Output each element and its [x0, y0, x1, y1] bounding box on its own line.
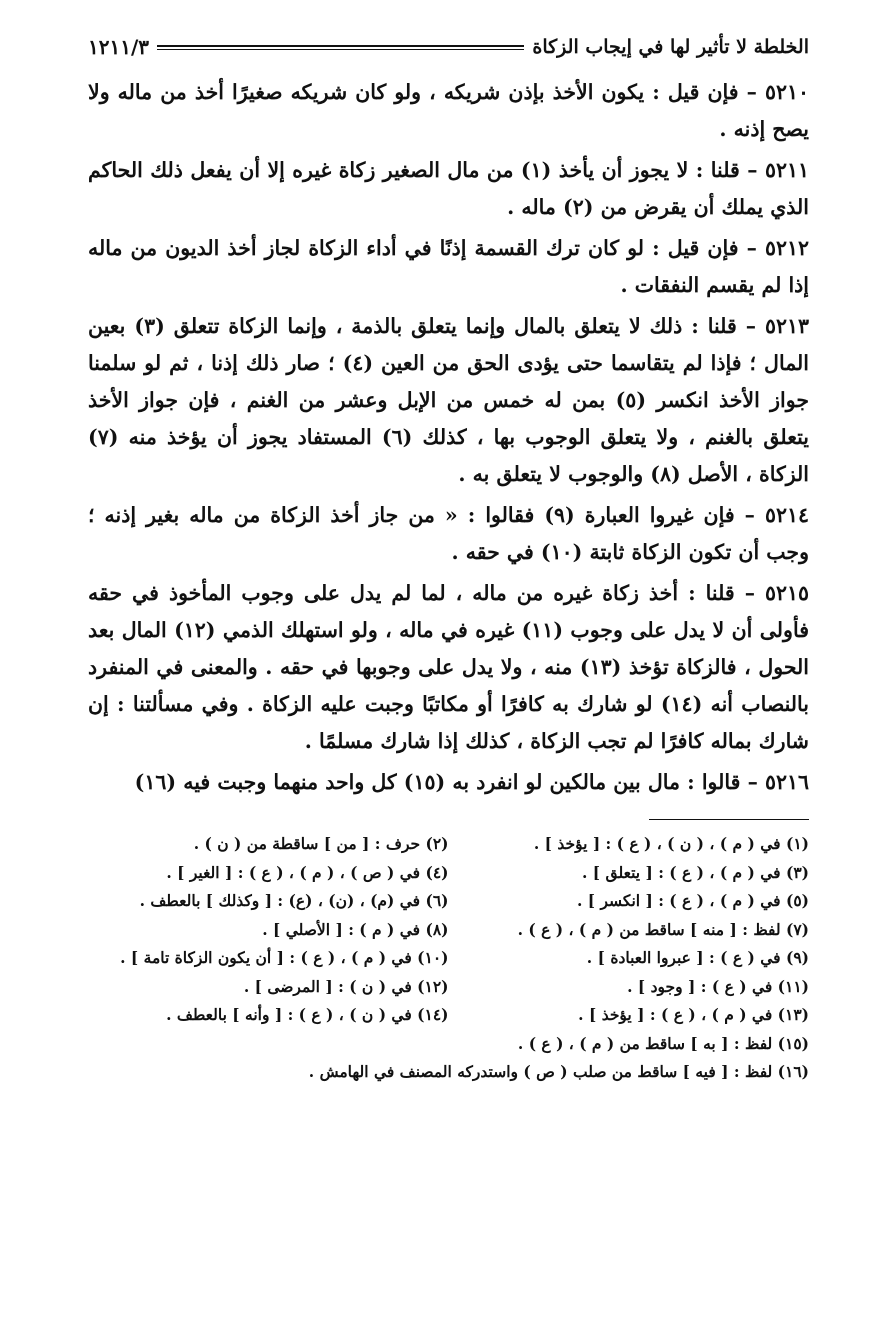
paragraph-5214: [88, 497, 809, 571]
footnote-row: [88, 887, 809, 916]
footnote-16: (١٦) لفظ : [ فيه ] ساقط من صلب ( ص ) واستدركه المصنف في الهامش .: [308, 1062, 809, 1081]
paragraph-5211: [88, 152, 809, 226]
footnote-6: (٦) في (م) ، (ن) ، (ع) : [ وكذلك ] بالعطف .: [139, 891, 449, 910]
paragraph-number: ٥٢١٢ –: [746, 236, 809, 260]
footnote-row: [88, 830, 809, 859]
footnote-14: (١٤) في ( ن ) ، ( ع ) : [ وأنه ] بالعطف .: [166, 1005, 449, 1024]
footnote-row: [88, 973, 809, 1002]
paragraph-5216: [88, 764, 809, 801]
footnote-row: [88, 1001, 809, 1030]
footnote-separator: [649, 819, 809, 820]
footnote-8: (٨) في ( م ) : [ الأصلي ] .: [262, 919, 449, 939]
paragraph-text: قلنا : لا يجوز أن يأخذ (١) من مال الصغير زكاة غيره إلا أن يفعل ذلك الحاكم الذي يملك أن يقرض من (٢) ماله .: [88, 158, 809, 219]
footnote-15: (١٥) لفظ : [ به ] ساقط من ( م ) ، ( ع ) .: [517, 1033, 809, 1053]
header-rule: [157, 45, 524, 50]
footnote-10: (١٠) في ( م ) ، ( ع ) : [ أن يكون الزكاة تامة ] .: [120, 948, 449, 967]
footnote-5: (٥) في ( م ) ، ( ع ) : [ انكسر ] .: [576, 891, 809, 910]
paragraph-number: ٥٢١٣ –: [745, 314, 809, 338]
paragraph-number: ٥٢١٦ –: [747, 770, 809, 794]
footnote-3: (٣) في ( م ) ، ( ع ) : [ يتعلق ] .: [582, 862, 809, 882]
header-title: الخلطة لا تأثير لها في إيجاب الزكاة: [532, 36, 809, 58]
footnote-1: (١) في ( م ) ، ( ن ) ، ( ع ) : [ يؤخذ ] .: [533, 834, 809, 853]
page-number: ١٢١١/٣: [88, 35, 150, 59]
paragraph-text: قلنا : ذلك لا يتعلق بالمال وإنما يتعلق بالذمة ، وإنما الزكاة تتعلق (٣) بعين المال ؛ فإذا لم يتقاسما حتى يؤدى الحق من العين (٤) ؛ صار ذلك إذنا ، ثم لو سلمنا جواز الأخذ انكسر (٥) بمن له خمس من الإبل وعشر من الغنم ، فإن جواز الأخذ يتعلق بالغنم ، ولا يتعلق الوجوب بها ، كذلك (٦) المستفاد يجوز أن يؤخذ منه (٧) الزكاة ، الأصل (٨) والوجوب لا يتعلق به .: [88, 314, 809, 486]
footnote-row: [88, 1030, 809, 1059]
footnote-row: [88, 916, 809, 945]
paragraph-5215: [88, 575, 809, 760]
paragraph-number: ٥٢١٤ –: [744, 503, 809, 527]
footnote-row: [88, 1058, 809, 1087]
main-text: [88, 74, 809, 801]
footnote-2: (٢) حرف : [ من ] ساقطة من ( ن ) .: [193, 834, 449, 853]
paragraph-number: ٥٢١٠ –: [746, 80, 810, 104]
footnote-7: (٧) لفظ : [ منه ] ساقط من ( م ) ، ( ع ) .: [517, 919, 809, 939]
paragraph-text: فإن غيروا العبارة (٩) فقالوا : « من جاز أخذ الزكاة من ماله بغير إذنه ؛ وجب أن تكون الزكاة ثابتة (١٠) في حقه .: [88, 503, 809, 564]
paragraph-number: ٥٢١٥ –: [744, 581, 809, 605]
footnote-13: (١٣) في ( م ) ، ( ع ) : [ يؤخذ ] .: [578, 1005, 809, 1024]
running-header: [88, 30, 809, 64]
footnote-9: (٩) في ( ع ) : [ عبروا العبادة ] .: [586, 948, 809, 967]
paragraph-5213: [88, 308, 809, 493]
footnote-4: (٤) في ( ص ) ، ( م ) ، ( ع ) : [ الغير ] .: [166, 862, 449, 882]
paragraph-5212: [88, 230, 809, 304]
footnote-12: (١٢) في ( ن ) : [ المرضى ] .: [243, 976, 449, 996]
footnote-11: (١١) في ( ع ) : [ وجود ] .: [627, 976, 809, 996]
footnote-row: [88, 859, 809, 888]
paragraph-text: قالوا : مال بين مالكين لو انفرد به (١٥) كل واحد منهما وجبت فيه (١٦): [134, 770, 741, 794]
footnote-row: [88, 944, 809, 973]
paragraph-text: قلنا : أخذ زكاة غيره من ماله ، لما لم يدل على وجوب المأخوذ في حقه فأولى أن لا يدل على وجوب (١١) غيره في ماله ، ولو استهلك الذمي (١٢) المال بعد الحول ، فالزكاة تؤخذ (١٣) منه ، ولا يدل على وجوبها في حقه . والمعنى في المنفرد بالنصاب أنه (١٤) لو شارك به كافرًا أو مكاتبًا وجبت عليه الزكاة . وفي مسألتنا : إن شارك بماله كافرًا لم تجب الزكاة ، كذلك إذا شارك مسلمًا .: [88, 581, 809, 753]
paragraph-number: ٥٢١١ –: [747, 158, 810, 182]
footnotes: [88, 830, 809, 1087]
paragraph-text: فإن قيل : يكون الأخذ بإذن شريكه ، ولو كان شريكه صغيرًا أخذ من ماله ولا يصح إذنه .: [88, 80, 809, 141]
paragraph-5210: [88, 74, 809, 148]
paragraph-text: فإن قيل : لو كان ترك القسمة إذنًا في أداء الزكاة لجاز أخذ الديون من ماله إذا لم يقسم النفقات .: [88, 236, 809, 297]
